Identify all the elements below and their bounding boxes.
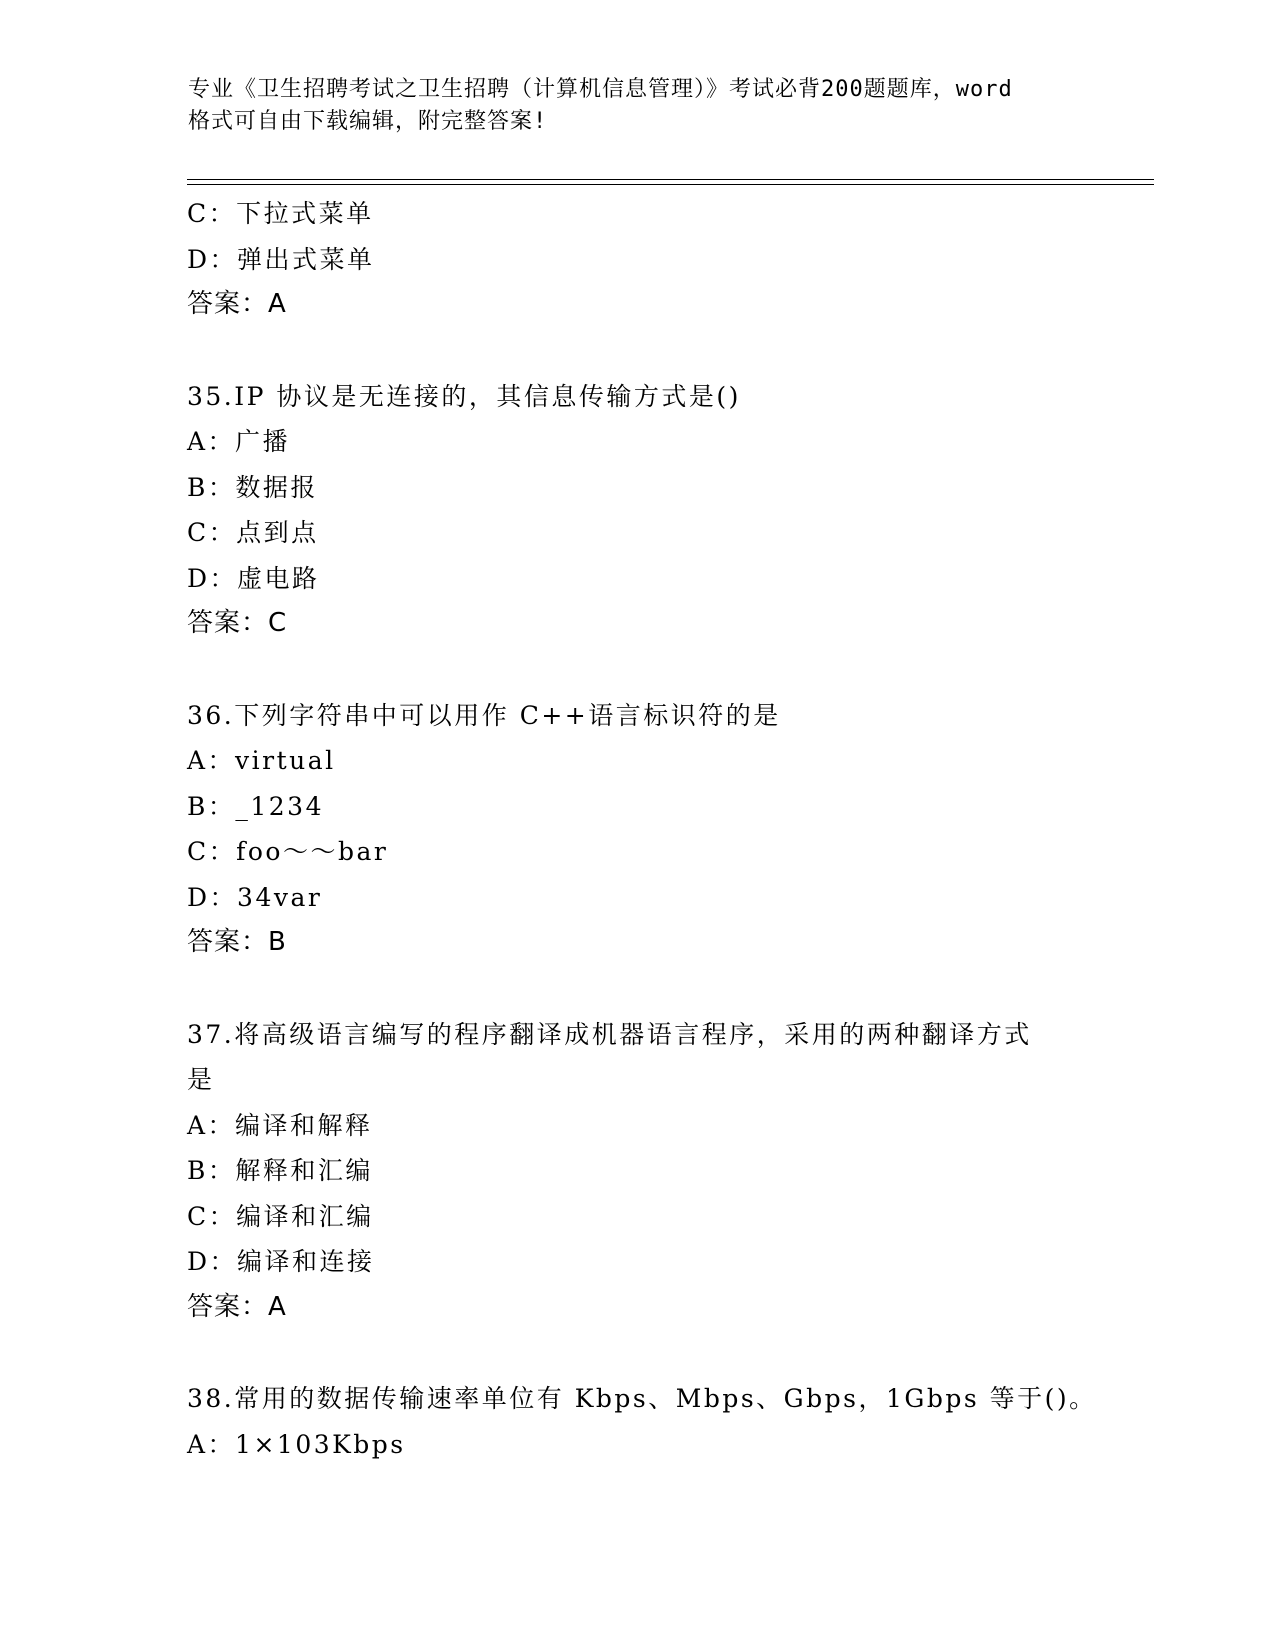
- question-text-line-1: 37.将高级语言编写的程序翻译成机器语言程序，采用的两种翻译方式: [187, 1019, 1032, 1049]
- option-c: C：点到点: [187, 518, 319, 547]
- option-d: D：34var: [187, 882, 323, 912]
- header-line-2: 格式可自由下载编辑，附完整答案!: [188, 109, 548, 134]
- option-a: A：广播: [187, 427, 291, 456]
- question-text-line-2: 是: [187, 1065, 215, 1094]
- answer: 答案：B: [187, 927, 287, 957]
- question-text: 35.IP 协议是无连接的，其信息传输方式是(): [187, 381, 741, 411]
- header-rule-top: [187, 179, 1154, 180]
- option-a: A：1×103Kbps: [187, 1429, 406, 1459]
- option-b: B：数据报: [187, 472, 318, 502]
- option-c: C：编译和汇编: [187, 1201, 374, 1231]
- question-text: 36.下列字符串中可以用作 C++语言标识符的是: [187, 700, 781, 730]
- option-d: D：弹出式菜单: [187, 244, 375, 274]
- question-34-tail: [187, 191, 1087, 328]
- option-c: C：下拉式菜单: [187, 199, 374, 228]
- option-d: D：虚电路: [187, 563, 320, 593]
- option-d: D：编译和连接: [187, 1247, 375, 1276]
- document-header: [188, 74, 1088, 138]
- option-c: C：foo～～bar: [187, 837, 389, 866]
- header-rule-bottom: [187, 184, 1154, 185]
- header-line-1: 专业《卫生招聘考试之卫生招聘（计算机信息管理）》考试必背200题题库，word: [188, 77, 1013, 102]
- option-a: A：virtual: [187, 746, 336, 775]
- question-35: [187, 374, 1087, 647]
- question-text: 38.常用的数据传输速率单位有 Kbps、Mbps、Gbps，1Gbps 等于()。: [187, 1384, 1097, 1413]
- question-38: [187, 1376, 1097, 1467]
- question-list: [187, 191, 1097, 1467]
- option-b: B：解释和汇编: [187, 1156, 373, 1185]
- question-37: [187, 1012, 1087, 1331]
- answer: 答案：A: [187, 289, 287, 319]
- option-b: B：_1234: [187, 791, 324, 821]
- option-a: A：编译和解释: [187, 1110, 373, 1140]
- answer: 答案：A: [187, 1291, 287, 1322]
- question-36: [187, 693, 1087, 966]
- answer: 答案：C: [187, 608, 288, 638]
